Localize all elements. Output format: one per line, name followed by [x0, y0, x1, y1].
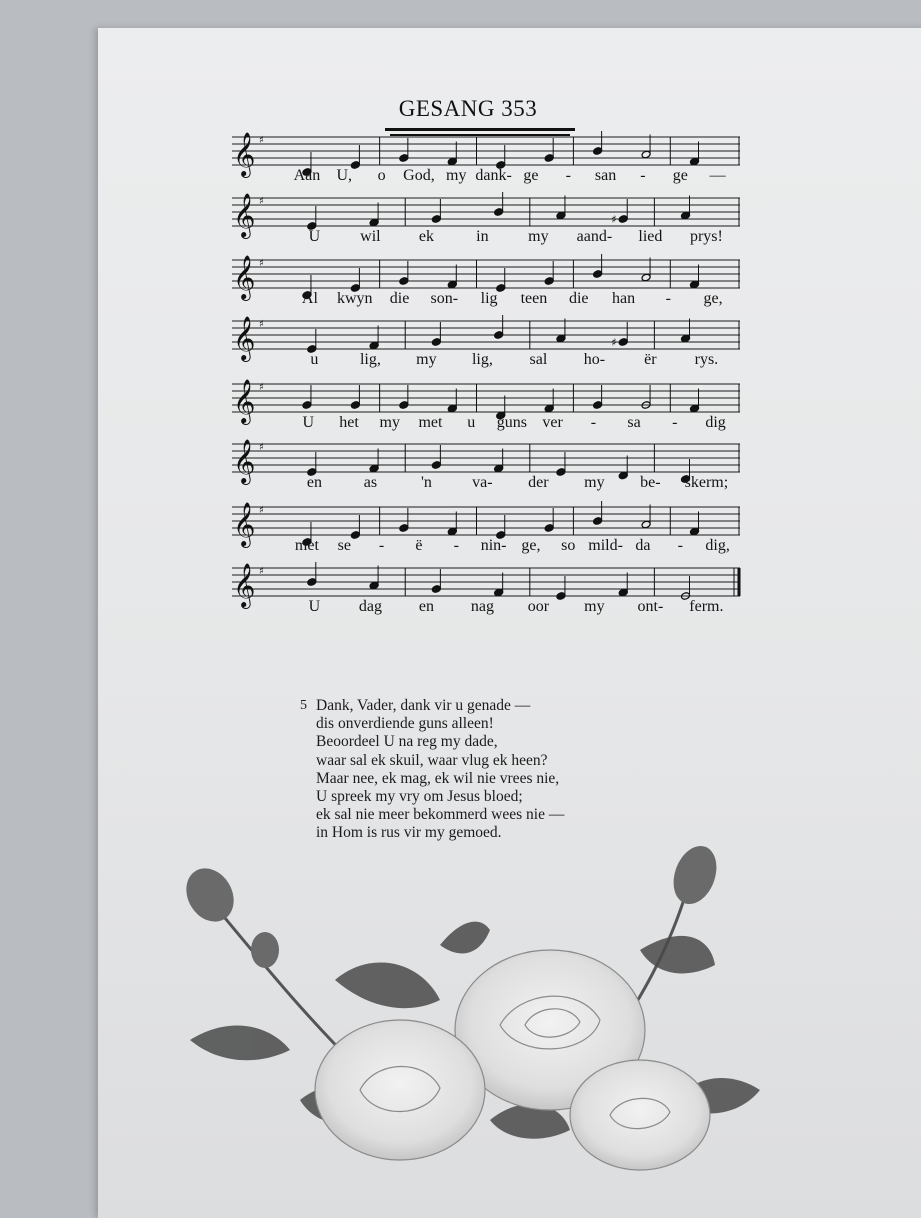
verse-number: 5: [300, 698, 307, 713]
note-head: [399, 401, 409, 410]
note: [494, 573, 504, 597]
lyric-line: [232, 414, 740, 436]
key-signature-sharp-icon: ♯: [259, 442, 264, 453]
note-head: [544, 154, 554, 163]
note-head: [350, 401, 360, 410]
lyric-line: [232, 537, 740, 559]
treble-clef-icon: 𝄞: [233, 502, 256, 546]
note: [681, 576, 691, 600]
music-system: [232, 133, 740, 195]
music-system: [232, 503, 740, 565]
treble-clef-icon: 𝄞: [233, 132, 256, 176]
lyric-line: [232, 228, 740, 250]
verse-line: waar sal ek skuil, waar vlug ek heen?: [316, 751, 548, 769]
sharp-icon: ♯: [611, 336, 617, 349]
lyric-syllable: ferm.: [689, 598, 724, 615]
note: [350, 268, 360, 292]
note: [556, 452, 566, 476]
note-head: [302, 401, 312, 410]
lyric-syllable: die: [389, 290, 410, 307]
verse-line: Beoordeel U na reg my dade,: [316, 733, 498, 751]
lyric-syllable: guns: [496, 414, 528, 431]
note: [307, 206, 317, 230]
treble-clef-icon: 𝄞: [233, 439, 256, 483]
lyric-syllable: U: [308, 598, 321, 615]
note-head: [593, 517, 603, 526]
lyric-syllable: dig,: [705, 537, 730, 554]
note: [593, 501, 603, 525]
key-signature-sharp-icon: ♯: [259, 505, 264, 516]
lyric-syllable: het: [339, 414, 359, 431]
lyric-syllable: rys.: [694, 351, 719, 368]
music-system: [232, 256, 740, 318]
note: [350, 385, 360, 409]
lyric-syllable: -: [590, 414, 597, 431]
note: [447, 512, 457, 536]
note: [494, 449, 504, 473]
lyric-syllable: sa: [627, 414, 641, 431]
lyric-syllable: lig,: [471, 351, 493, 368]
lyric-syllable: oor: [527, 598, 550, 615]
note: [544, 138, 554, 162]
lyric-syllable: -: [565, 167, 571, 184]
note: [690, 142, 700, 166]
lyric-syllable: en: [306, 474, 322, 491]
treble-clef-icon: 𝄞: [233, 563, 256, 607]
note: [494, 192, 504, 216]
note: [544, 508, 554, 532]
note: [556, 319, 566, 343]
verse-line: Maar nee, ek mag, ek wil nie vrees nie,: [316, 769, 560, 787]
note-head: [593, 401, 603, 410]
lyric-syllable: so: [561, 537, 576, 554]
note: [593, 131, 603, 155]
note: [494, 315, 504, 339]
note: [431, 199, 441, 223]
note: [431, 322, 441, 346]
treble-clef-icon: 𝄞: [233, 316, 256, 360]
note: [681, 196, 691, 220]
note: [544, 389, 554, 413]
hymn-title: GESANG 353: [398, 96, 538, 121]
key-signature-sharp-icon: ♯: [259, 135, 264, 146]
music-system: [232, 440, 740, 502]
note-head: [431, 585, 441, 594]
music-system: [232, 380, 740, 442]
lyric-syllable: my: [379, 414, 400, 431]
verse-line: in Hom is rus vir my gemoed.: [316, 824, 502, 842]
lyric-syllable: -: [378, 537, 385, 554]
lyric-syllable: ge,: [521, 537, 541, 554]
lyric-line: [232, 598, 740, 620]
lyric-syllable: kwyn: [336, 290, 373, 307]
music-system: [232, 317, 740, 379]
note-head: [544, 524, 554, 533]
lyric-syllable: o: [377, 167, 386, 184]
lyric-syllable: U: [302, 414, 315, 431]
music-system: [232, 194, 740, 256]
lyric-syllable: met: [294, 537, 319, 554]
lyric-syllable: dig: [705, 414, 726, 431]
lyric-syllable: met: [418, 414, 443, 431]
lyric-syllable: be-: [640, 474, 661, 491]
lyric-syllable: sal: [529, 351, 548, 368]
lyric-syllable: 'n: [420, 474, 432, 491]
lyric-syllable: as: [363, 474, 378, 491]
note: [302, 385, 312, 409]
lyric-syllable: wil: [360, 228, 381, 245]
lyric-syllable: lied: [638, 228, 663, 245]
note: [496, 145, 506, 169]
note: [690, 389, 700, 413]
note: [350, 515, 360, 539]
key-signature-sharp-icon: ♯: [259, 566, 264, 577]
note-head: [431, 338, 441, 347]
treble-clef-icon: 𝄞: [233, 379, 256, 423]
lyric-syllable: prys!: [689, 228, 723, 245]
lyric-syllable: my: [584, 598, 605, 615]
music-system: [232, 564, 740, 626]
note: [369, 566, 379, 590]
lyric-syllable: en: [418, 598, 434, 615]
lyric-syllable: skerm;: [684, 474, 729, 491]
note: [618, 573, 628, 597]
lyric-syllable: da: [635, 537, 651, 554]
lyric-syllable: God,: [403, 167, 435, 184]
note: [399, 138, 409, 162]
lyric-syllable: Aan: [293, 167, 321, 184]
note: [447, 389, 457, 413]
verse-line: dis onverdiende guns alleen!: [316, 715, 494, 733]
note: [544, 261, 554, 285]
rose-illustration-icon: [170, 840, 790, 1180]
note: [350, 145, 360, 169]
note: [369, 203, 379, 227]
note: [690, 512, 700, 536]
lyric-syllable: die: [568, 290, 589, 307]
note: [307, 562, 317, 586]
note-head: [618, 338, 628, 347]
note: [641, 505, 651, 529]
sharp-icon: ♯: [611, 213, 617, 226]
lyric-syllable: ë: [415, 537, 423, 554]
note: [690, 265, 700, 289]
lyric-syllable: ge: [672, 167, 688, 184]
lyric-syllable: aand-: [576, 228, 613, 245]
lyric-syllable: my: [446, 167, 467, 184]
lyric-syllable: my: [416, 351, 437, 368]
note-head: [593, 270, 603, 279]
key-signature-sharp-icon: ♯: [259, 382, 264, 393]
lyric-line: [232, 167, 740, 189]
key-signature-sharp-icon: ♯: [259, 258, 264, 269]
note: [641, 385, 651, 409]
lyric-line: [232, 351, 740, 373]
verse-lines: [316, 697, 564, 843]
lyric-syllable: ge: [523, 167, 539, 184]
lyric-syllable: -: [677, 537, 683, 554]
note: [556, 576, 566, 600]
lyric-syllable: -: [672, 414, 678, 431]
lyric-line: [232, 290, 740, 312]
lyric-syllable: nag: [470, 598, 494, 615]
note: [307, 329, 317, 353]
lyric-syllable: va-: [472, 474, 493, 491]
lyric-syllable: ek: [418, 228, 434, 245]
lyric-syllable: nin-: [480, 537, 507, 554]
verse-line: U spreek my vry om Jesus bloed;: [316, 788, 523, 806]
note: [593, 385, 603, 409]
note: [641, 258, 651, 282]
lyric-syllable: han: [611, 290, 636, 307]
verse-line: Dank, Vader, dank vir u genade —: [316, 697, 531, 714]
lyric-syllable: der: [528, 474, 549, 491]
note: [399, 385, 409, 409]
title-rule: [385, 128, 575, 131]
note: [496, 268, 506, 292]
note-head: [494, 208, 504, 217]
lyric-syllable: dag: [358, 598, 382, 615]
note-head: [307, 578, 317, 587]
lyric-syllable: U: [308, 228, 321, 245]
note: [307, 452, 317, 476]
note-head: [399, 277, 409, 286]
note-head: [431, 215, 441, 224]
lyric-syllable: lig: [480, 290, 498, 307]
lyric-syllable: dank-: [475, 167, 512, 184]
lyric-syllable: ge,: [703, 290, 723, 307]
lyric-syllable: my: [584, 474, 605, 491]
lyric-syllable: ver: [542, 414, 563, 431]
note: [681, 319, 691, 343]
lyric-syllable: teen: [520, 290, 548, 307]
note: [447, 142, 457, 166]
key-signature-sharp-icon: ♯: [259, 319, 264, 330]
note: [369, 449, 379, 473]
lyric-line: [232, 474, 740, 496]
lyric-syllable: ont-: [637, 598, 664, 615]
note: [431, 445, 441, 469]
note-head: [494, 331, 504, 340]
note: [369, 326, 379, 350]
note: [399, 508, 409, 532]
verse-line: ek sal nie meer bekommerd wees nie —: [316, 806, 565, 824]
note: [593, 254, 603, 278]
lyric-syllable: my: [528, 228, 549, 245]
note: [496, 515, 506, 539]
lyric-syllable: -: [665, 290, 671, 307]
note: [431, 569, 441, 593]
lyric-syllable: u: [467, 414, 476, 431]
lyric-syllable: ho-: [583, 351, 606, 368]
lyric-syllable: ër: [644, 351, 657, 368]
lyric-syllable: —: [709, 167, 726, 184]
lyric-syllable: mild-: [588, 537, 623, 554]
note-head: [593, 147, 603, 156]
note: [641, 135, 651, 159]
lyric-syllable: lig,: [359, 351, 381, 368]
lyric-syllable: -: [453, 537, 459, 554]
lyric-syllable: san: [594, 167, 617, 184]
note: [556, 196, 566, 220]
treble-clef-icon: 𝄞: [233, 193, 256, 237]
lyric-syllable: Al: [301, 290, 318, 307]
lyric-syllable: in: [476, 228, 489, 245]
lyric-syllable: son-: [430, 290, 459, 307]
note-head: [618, 215, 628, 224]
note: [447, 265, 457, 289]
lyric-syllable: se: [337, 537, 351, 554]
note-head: [399, 154, 409, 163]
lyric-syllable: -: [640, 167, 646, 184]
note-head: [431, 461, 441, 470]
lyric-syllable: U,: [336, 167, 353, 184]
key-signature-sharp-icon: ♯: [259, 196, 264, 207]
note-head: [399, 524, 409, 533]
note-head: [544, 277, 554, 286]
treble-clef-icon: 𝄞: [233, 255, 256, 299]
lyric-syllable: u: [310, 351, 319, 368]
note: [399, 261, 409, 285]
